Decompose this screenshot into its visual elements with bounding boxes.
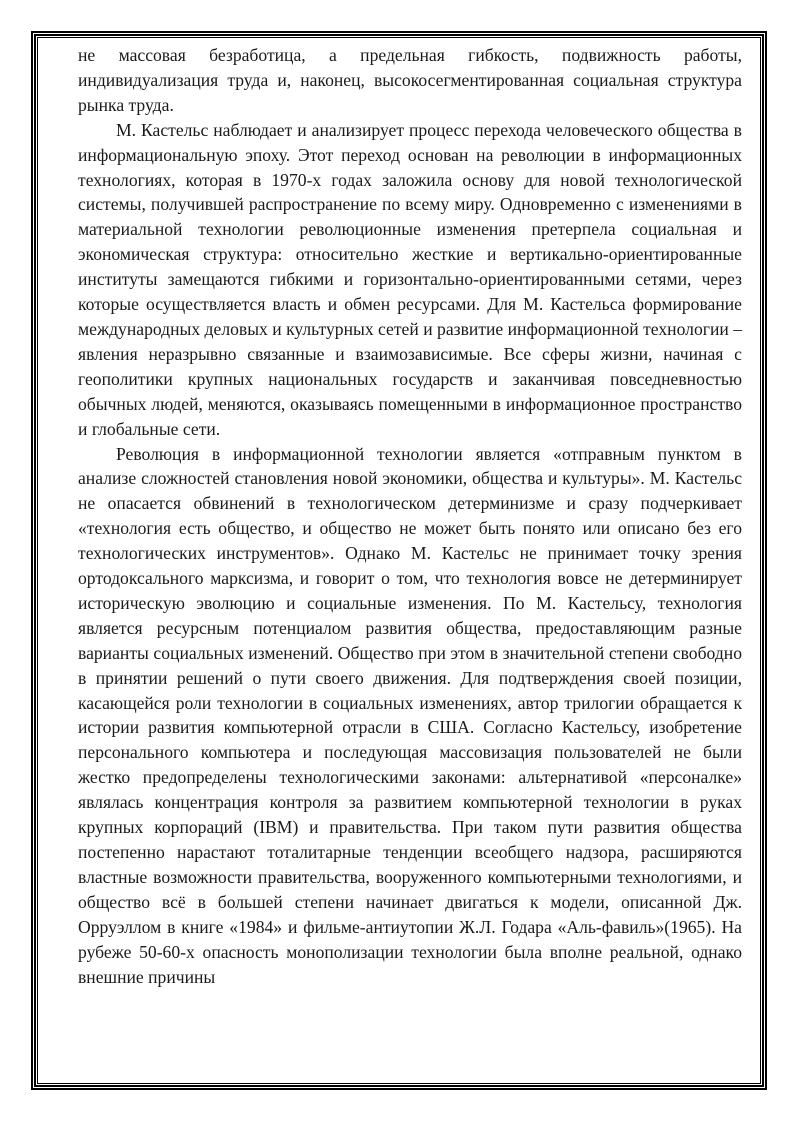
document-body — [78, 43, 742, 989]
paragraph-3: Революция в информационной технологии является «отправным пунктом в анализе сложностей становления новой экономики, общества и культуры». М. Кастельс не опасается обвинений в технологическом детерминизме и сразу подчеркивает «технология есть общество, и общество не может быть понято или описано без его технологических инструментов». Однако М. Кастельс не принимает точку зрения ортодоксального марксизма, и говорит о том, что технология вовсе не детерминирует историческую эволюцию и социальные изменения. По М. Кастельсу, технология является ресурсным потенциалом развития общества, предоставляющим разные варианты социальных изменений. Общество при этом в значительной степени свободно в принятии решений о пути своего движения. Для подтверждения своей позиции, касающейся роли технологии в социальных изменениях, автор трилогии обращается к истории развития компьютерной отрасли в США. Согласно Кастельсу, изобретение персонального компьютера и последующая массовизация пользователей не были жестко предопределены технологическими законами: альтернативой «персоналке» являлась концентрация контроля за развитием компьютерной технологии в руках крупных корпораций (IBM) и правительства. При таком пути развития общества постепенно нарастают тоталитарные тенденции всеобщего надзора, расширяются властные возможности правительства, вооруженного компьютерными технологиями, и общество всё в большей степени начинает двигаться к модели, описанной Дж. Орруэллом в книге «1984» и фильме-антиутопии Ж.Л. Годара «Аль-фавиль»(1965). На рубеже 50-60-х опасность монополизации технологии была вполне реальной, однако внешние причины — [78, 443, 742, 987]
paragraph-2: М. Кастельс наблюдает и анализирует процесс перехода человеческого общества в информациональную эпоху. Этот переход основан на революции в информационных технологиях, которая в 1970-х годах заложила основу для новой технологической системы, получившей распространение по всему миру. Одновременно с изменениями в материальной технологии революционные изменения претерпела социальная и экономическая структура: относительно жесткие и вертикально-ориентированные институты замещаются гибкими и горизонтально-ориентированными сетями, через которые осуществляется власть и обмен ресурсами. Для М. Кастельса формирование международных деловых и культурных сетей и развитие информационной технологии – явления неразрывно связанные и взаимозависимые. Все сферы жизни, начиная с геополитики крупных национальных государств и заканчивая повседневностью обычных людей, меняются, оказываясь помещенными в информационное пространство и глобальные сети. — [78, 119, 742, 439]
paragraph-1: не массовая безработица, а предельная гибкость, подвижность работы, индивидуализация труда и, наконец, высокосегментированная социальная структура рынка труда. — [78, 45, 742, 115]
